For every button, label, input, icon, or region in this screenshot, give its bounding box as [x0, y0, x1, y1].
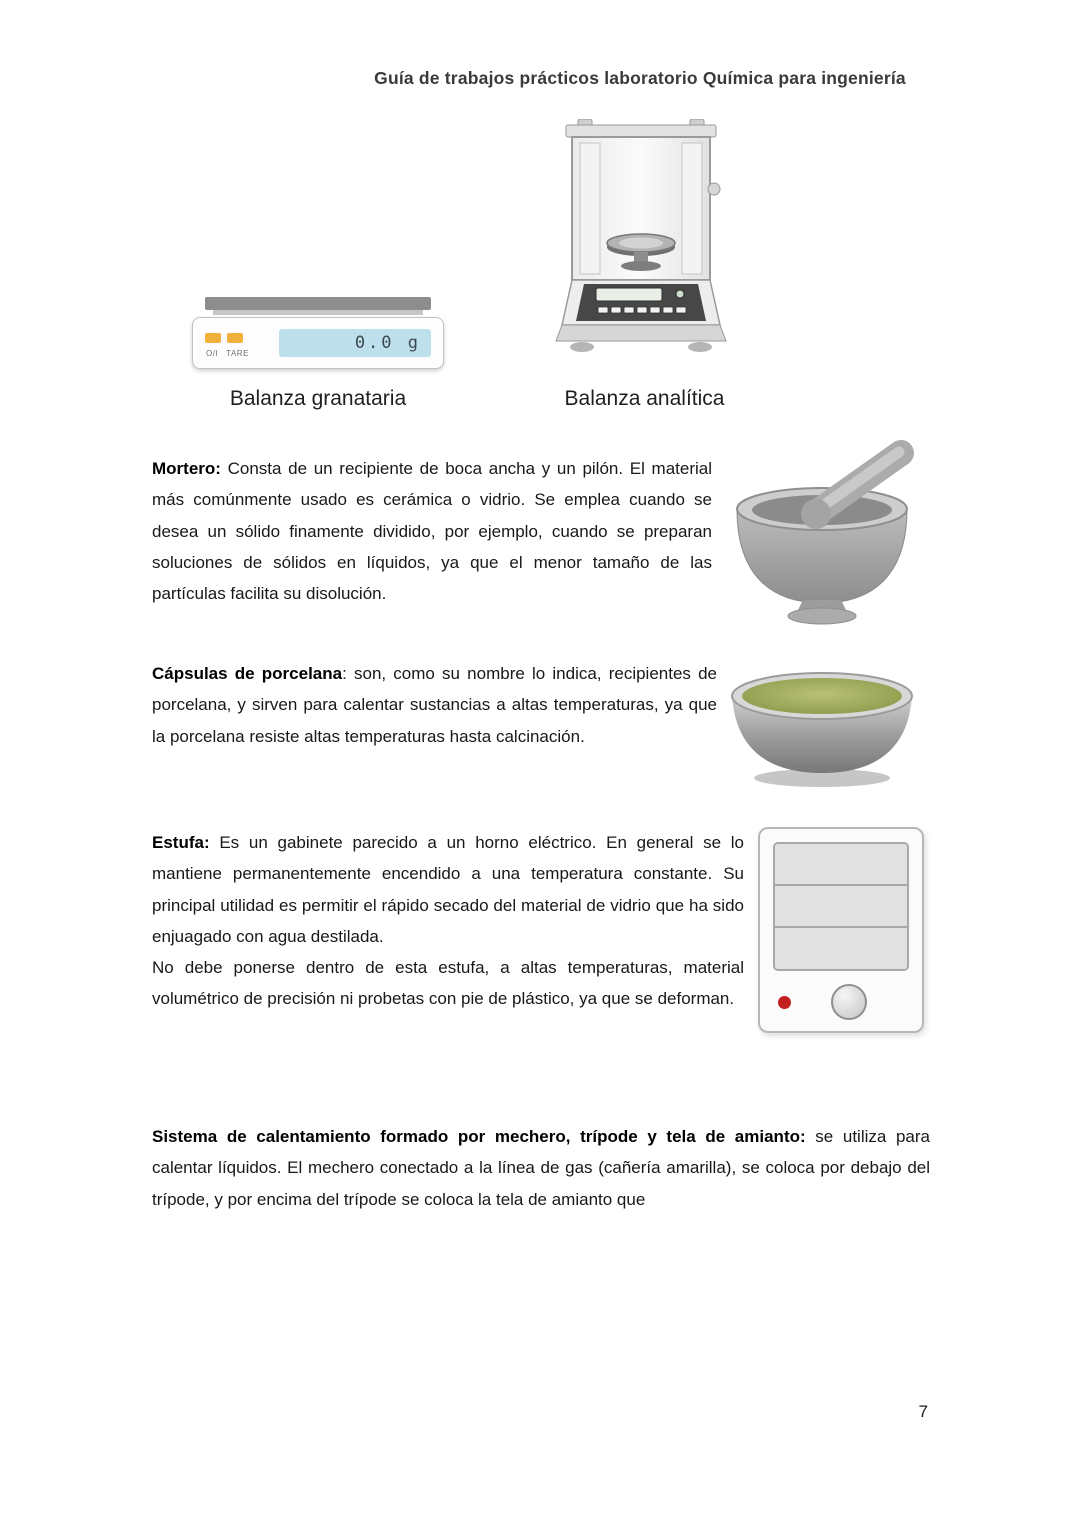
- mortar-svg: [715, 437, 930, 629]
- oven-shelves: [773, 842, 909, 971]
- estufa-paragraph-2: [152, 952, 744, 1015]
- scale-buttons: [205, 333, 243, 343]
- scale-body: [192, 317, 444, 369]
- scale-tare-button-icon: [227, 333, 243, 343]
- porcelain-capsule-svg: [720, 650, 930, 792]
- scale-lcd-display: 0.0 g: [279, 329, 431, 357]
- analitica-caption: Balanza analítica: [564, 387, 725, 410]
- estufa-text-2: No debe ponerse dentro de esta estufa, a altas temperaturas, material volumétrico de precisión ni probetas con pie de plástico, ya que se deforman.: [152, 958, 744, 1009]
- analitica-figure: [552, 119, 737, 411]
- oven-body: [758, 827, 924, 1033]
- oven-shelf: [775, 886, 907, 928]
- oven-controls: [773, 983, 909, 1021]
- scale-platform: [205, 297, 431, 310]
- porcelain-capsule-illustration: [720, 650, 930, 797]
- estufa-paragraph: [152, 827, 744, 1015]
- mortar-illustration: [715, 437, 930, 634]
- capsulas-section: [152, 658, 930, 797]
- sistema-label: Sistema de calentamiento formado por mechero, trípode y tela de amianto:: [152, 1127, 806, 1146]
- capsulas-paragraph: [152, 658, 717, 752]
- granataria-caption: Balanza granataria: [229, 387, 407, 410]
- granataria-balance-illustration: [192, 297, 444, 369]
- oven-shelf: [775, 928, 907, 970]
- mortero-section: [152, 453, 930, 634]
- page-content: [0, 119, 1080, 1215]
- estufa-paragraph-1: [152, 827, 744, 952]
- oven-shelf: [775, 844, 907, 886]
- estufa-label: Estufa:: [152, 833, 210, 852]
- analytical-balance-svg: [552, 119, 737, 364]
- granataria-figure: [192, 297, 444, 411]
- oven-knob-icon: [831, 984, 867, 1020]
- page-number: 7: [918, 1402, 928, 1421]
- oven-indicator-light-icon: [778, 996, 791, 1009]
- capsulas-label: Cápsulas de porcelana: [152, 664, 343, 683]
- sistema-paragraph: [152, 1121, 930, 1215]
- mortero-text: Consta de un recipiente de boca ancha y un pilón. El material más comúnmente usado es cerámica o vidrio. Se emplea cuando se desea un sólido finamente dividido, por ejemplo, cuando se preparan soluciones de sólidos en líquidos, ya que el menor tamaño de las partículas facilita su disolución.: [152, 459, 712, 604]
- estufa-text-1: Es un gabinete parecido a un horno eléctrico. En general se lo mantiene permanentemente encendido a una temperatura constante. Su principal utilidad es permitir el rápido secado del material de vidrio que ha sido enjuagado con agua destilada.: [152, 833, 744, 946]
- balances-figures-row: [152, 119, 930, 411]
- capsulas-text: : son, como su nombre lo indica, recipientes de porcelana, y sirven para calentar sustancias a altas temperaturas, ya que la porcelana resiste altas temperaturas hasta calcinación.: [152, 664, 717, 746]
- estufa-section: [152, 827, 930, 1033]
- scale-power-button-icon: [205, 333, 221, 343]
- page-header-title: Guía de trabajos prácticos laboratorio Química para ingeniería: [374, 68, 906, 88]
- oven-illustration: [758, 827, 924, 1033]
- analytical-balance-illustration: [552, 119, 737, 369]
- sistema-text: se utiliza para calentar líquidos. El mechero conectado a la línea de gas (cañería amarilla), se coloca por debajo del trípode, y por encima del trípode se coloca la tela de amianto que: [152, 1127, 930, 1209]
- mortero-paragraph: [152, 453, 712, 609]
- scale-power-label: O/I: [206, 349, 219, 358]
- scale-tare-label: TARE: [226, 349, 249, 358]
- scale-button-labels: [206, 349, 249, 358]
- scale-platform-shadow: [213, 310, 423, 315]
- mortero-label: Mortero:: [152, 459, 221, 478]
